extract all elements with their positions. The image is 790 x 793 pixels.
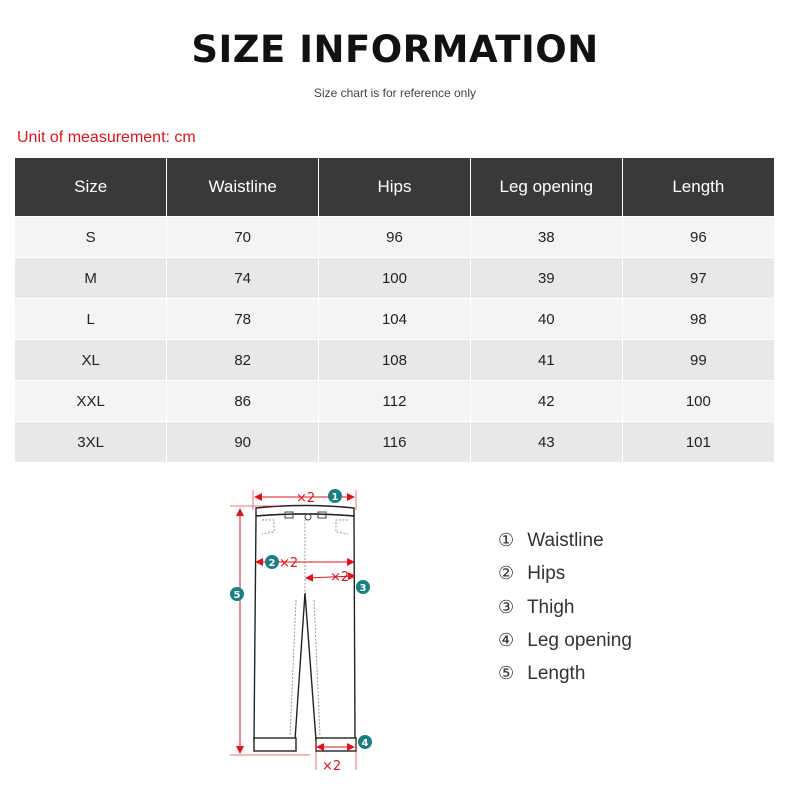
cell-size: XXL xyxy=(15,381,167,422)
cell-waistline: 74 xyxy=(167,258,319,299)
waistline-multiplier: ×2 xyxy=(296,491,316,506)
leg-opening-multiplier: ×2 xyxy=(322,759,342,774)
cell-size: L xyxy=(15,299,167,340)
legend-item-waistline: ① Waistline xyxy=(498,530,604,551)
cell-hips: 100 xyxy=(319,258,471,299)
cell-length: 101 xyxy=(622,422,774,463)
table-row xyxy=(15,217,774,258)
cell-leg-opening: 42 xyxy=(470,381,622,422)
svg-text:2: 2 xyxy=(268,558,276,569)
cell-size: XL xyxy=(15,340,167,381)
legend-item-length: ⑤ Length xyxy=(498,663,586,685)
cell-leg-opening: 41 xyxy=(470,340,622,381)
legend-item-thigh: ③ Thigh xyxy=(498,596,575,618)
size-table xyxy=(15,158,774,462)
legend-item-hips: ② Hips xyxy=(498,563,566,585)
cell-length: 97 xyxy=(622,258,774,299)
table-row xyxy=(15,422,774,463)
svg-text:4: 4 xyxy=(361,738,369,749)
cell-length: 100 xyxy=(622,381,774,422)
cell-leg-opening: 40 xyxy=(470,299,622,340)
cell-length: 98 xyxy=(622,299,774,340)
page-subtitle: Size chart is for reference only xyxy=(313,86,477,100)
unit-of-measurement-label: Unit of measurement: cm xyxy=(17,129,196,146)
svg-text:3: 3 xyxy=(359,583,367,594)
cell-hips: 112 xyxy=(319,381,471,422)
cell-size: M xyxy=(15,258,167,299)
cell-hips: 96 xyxy=(319,217,471,258)
cell-leg-opening: 38 xyxy=(470,217,622,258)
cell-size: S xyxy=(15,217,167,258)
cell-waistline: 70 xyxy=(167,217,319,258)
column-header-leg-opening: Leg opening xyxy=(470,158,622,217)
cell-waistline: 82 xyxy=(167,340,319,381)
column-header-size: Size xyxy=(15,158,167,217)
cell-hips: 116 xyxy=(319,422,471,463)
page-title: SIZE INFORMATION xyxy=(191,28,599,71)
cell-waistline: 90 xyxy=(167,422,319,463)
cell-leg-opening: 39 xyxy=(470,258,622,299)
legend-item-leg-opening: ④ Leg opening xyxy=(498,629,632,651)
cell-hips: 104 xyxy=(319,299,471,340)
table-header-row xyxy=(15,158,774,217)
cell-size: 3XL xyxy=(15,422,167,463)
table-row xyxy=(15,381,774,422)
svg-text:5: 5 xyxy=(233,590,241,601)
cell-length: 99 xyxy=(622,340,774,381)
table-row xyxy=(15,340,774,381)
measurement-legend xyxy=(498,527,632,693)
column-header-length: Length xyxy=(622,158,774,217)
column-header-hips: Hips xyxy=(319,158,471,217)
hips-multiplier: ×2 xyxy=(279,556,299,571)
cell-length: 96 xyxy=(622,217,774,258)
cell-hips: 108 xyxy=(319,340,471,381)
cell-leg-opening: 43 xyxy=(470,422,622,463)
table-row xyxy=(15,258,774,299)
svg-text:1: 1 xyxy=(331,492,339,503)
table-row xyxy=(15,299,774,340)
pants-measurement-diagram xyxy=(222,480,382,780)
cell-waistline: 86 xyxy=(167,381,319,422)
column-header-waistline: Waistline xyxy=(167,158,319,217)
thigh-multiplier: ×2 xyxy=(330,570,350,585)
cell-waistline: 78 xyxy=(167,299,319,340)
